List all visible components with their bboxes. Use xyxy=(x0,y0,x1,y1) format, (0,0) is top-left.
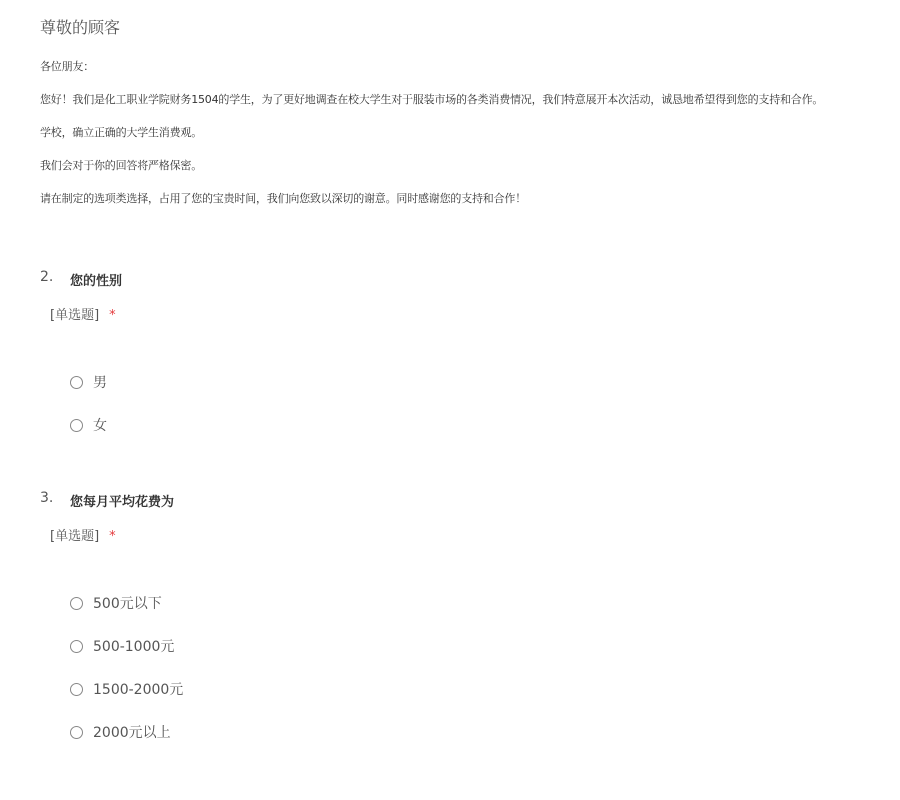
radio-button[interactable] xyxy=(70,683,83,696)
option-label: 500元以下 xyxy=(93,596,162,612)
option-1500-2000[interactable] xyxy=(70,680,183,698)
option-under-500[interactable] xyxy=(70,594,162,612)
intro-greeting: 各位朋友： xyxy=(40,60,94,73)
option-label: 女 xyxy=(93,418,107,434)
option-male[interactable] xyxy=(70,373,107,391)
radio-button[interactable] xyxy=(70,726,83,739)
intro-paragraph: 我们会对于你的回答将严格保密。 xyxy=(40,159,202,172)
intro-paragraph: 您好！我们是化工职业学院财务1504的学生，为了更好地调查在校大学生对于服装市场的各类消费情况，我们特意展开本次活动，诚恳地希望得到您的支持和合作。 xyxy=(40,93,824,106)
question-type: [单选题] xyxy=(50,308,100,323)
option-500-1000[interactable] xyxy=(70,637,174,655)
intro-paragraph: 请在制定的选项类选择，占用了您的宝贵时间，我们向您致以深切的谢意。同时感谢您的支持和合作！ xyxy=(40,192,526,205)
option-label: 500-1000元 xyxy=(93,639,175,655)
option-label: 1500-2000元 xyxy=(93,682,184,698)
radio-button[interactable] xyxy=(70,597,83,610)
radio-button[interactable] xyxy=(70,419,83,432)
option-label: 男 xyxy=(93,375,107,391)
question-type-label xyxy=(50,525,116,544)
question-title: 您每月平均花费为 xyxy=(70,495,175,510)
survey-title: 尊敬的顾客 xyxy=(40,18,121,37)
option-label: 2000元以上 xyxy=(93,725,171,741)
question-number: 3. xyxy=(40,490,54,506)
radio-button[interactable] xyxy=(70,640,83,653)
question-type: [单选题] xyxy=(50,529,100,544)
radio-button[interactable] xyxy=(70,376,83,389)
question-number: 2. xyxy=(40,269,54,285)
question-type-label xyxy=(50,304,116,323)
intro-paragraph: 学校，确立正确的大学生消费观。 xyxy=(40,126,202,139)
required-star: * xyxy=(109,308,116,323)
option-female[interactable] xyxy=(70,416,107,434)
required-star: * xyxy=(109,529,116,544)
question-title: 您的性别 xyxy=(70,274,123,289)
option-over-2000[interactable] xyxy=(70,723,171,741)
